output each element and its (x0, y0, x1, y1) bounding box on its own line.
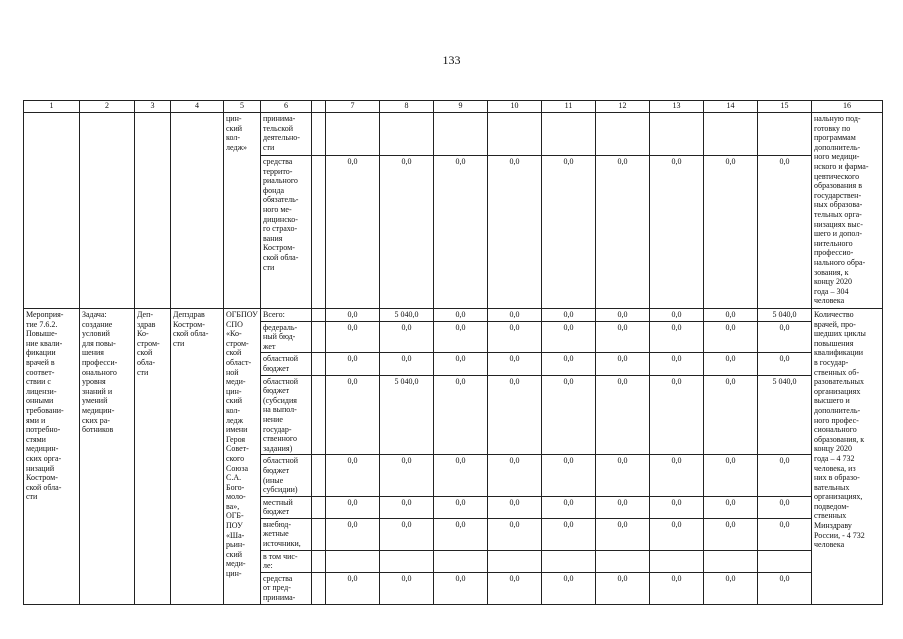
value-cell: 0,0 (488, 156, 542, 309)
value-cell: 0,0 (758, 353, 812, 375)
value-cell (488, 113, 542, 156)
value-cell: 0,0 (434, 496, 488, 518)
value-cell (380, 550, 434, 572)
header-cell: 4 (171, 101, 224, 113)
value-cell: 0,0 (650, 455, 704, 496)
value-cell (434, 550, 488, 572)
gap-cell (312, 518, 326, 550)
measure-result: Количество врачей, про- шедших циклы повышения квалификации в государ- ственных об- разовательных организациях высшего и дополнитель- ного профес- сионального образования, к концу 2020 года – 4 732 человека, из них в образо- вательных организациях, подведом- ственных Минздраву России, - 4 732 человека (812, 309, 883, 605)
cont-col3 (135, 113, 171, 309)
header-cell: 12 (596, 101, 650, 113)
value-cell: 0,0 (704, 496, 758, 518)
value-cell: 5 040,0 (380, 309, 434, 322)
value-cell: 0,0 (758, 321, 812, 353)
gap-cell (312, 572, 326, 604)
value-cell: 0,0 (434, 321, 488, 353)
value-cell: 0,0 (704, 353, 758, 375)
value-cell: 0,0 (542, 572, 596, 604)
header-cell: 14 (704, 101, 758, 113)
value-cell: 0,0 (650, 321, 704, 353)
value-cell: 0,0 (434, 156, 488, 309)
value-cell: 0,0 (650, 518, 704, 550)
value-cell: 0,0 (596, 375, 650, 455)
cont-source-label: принима- тельской деятельно- сти (261, 113, 312, 156)
value-cell: 0,0 (704, 572, 758, 604)
cont-source-label: средства террито- риального фонда обязатель- ного ме- дицинско- го страхо- вания Костром- ской обла- сти (261, 156, 312, 309)
gap-cell (312, 321, 326, 353)
budget-table (23, 100, 883, 605)
value-cell: 0,0 (326, 321, 380, 353)
table-row (24, 101, 883, 113)
source-label: местный бюджет (261, 496, 312, 518)
gap-cell (312, 455, 326, 496)
header-cell: 9 (434, 101, 488, 113)
value-cell: 0,0 (596, 518, 650, 550)
header-cell: 7 (326, 101, 380, 113)
header-cell: 11 (542, 101, 596, 113)
cont-col2 (80, 113, 135, 309)
value-cell: 0,0 (488, 375, 542, 455)
value-cell: 0,0 (488, 572, 542, 604)
value-cell (380, 113, 434, 156)
value-cell: 0,0 (434, 518, 488, 550)
value-cell: 0,0 (380, 572, 434, 604)
header-cell: 16 (812, 101, 883, 113)
value-cell: 0,0 (596, 455, 650, 496)
page-number: 133 (442, 53, 461, 67)
value-cell: 0,0 (380, 353, 434, 375)
table-row (24, 113, 883, 156)
value-cell: 0,0 (488, 309, 542, 322)
header-cell (312, 101, 326, 113)
value-cell (326, 113, 380, 156)
source-label: областной бюджет (иные субсидии) (261, 455, 312, 496)
value-cell: 0,0 (596, 309, 650, 322)
table-row (24, 309, 883, 322)
measure-coordinator: Деп- здрав Ко- стром- ской обла- сти (135, 309, 171, 605)
value-cell: 5 040,0 (758, 309, 812, 322)
value-cell (434, 113, 488, 156)
value-cell: 0,0 (650, 496, 704, 518)
value-cell: 0,0 (326, 353, 380, 375)
value-cell: 0,0 (542, 455, 596, 496)
value-cell: 0,0 (542, 518, 596, 550)
value-cell: 0,0 (704, 309, 758, 322)
value-cell: 0,0 (596, 496, 650, 518)
value-cell: 0,0 (380, 518, 434, 550)
value-cell (326, 550, 380, 572)
value-cell: 0,0 (380, 156, 434, 309)
value-cell: 0,0 (326, 309, 380, 322)
header-cell: 10 (488, 101, 542, 113)
value-cell (758, 113, 812, 156)
value-cell: 0,0 (542, 309, 596, 322)
measure-executor: Депздрав Костром- ской обла- сти (171, 309, 224, 605)
value-cell: 0,0 (488, 353, 542, 375)
value-cell (650, 113, 704, 156)
value-cell: 0,0 (704, 375, 758, 455)
value-cell: 0,0 (704, 455, 758, 496)
cont-col1 (24, 113, 80, 309)
header-cell: 2 (80, 101, 135, 113)
measure-participants: ОГБПОУ СПО «Ко- стром- ской област- ной меди- цин- ский кол- ледж имени Героя Совет- ского Союза С.А. Бого- моло- ва», ОГБ- ПОУ «Ша- рьин- ский меди- цин- (224, 309, 261, 605)
gap-cell (312, 550, 326, 572)
value-cell: 0,0 (542, 156, 596, 309)
value-cell: 0,0 (542, 321, 596, 353)
source-label: федераль- ный бюд- жет (261, 321, 312, 353)
value-cell: 0,0 (434, 309, 488, 322)
source-label: средства от пред- принима- (261, 572, 312, 604)
value-cell: 0,0 (704, 321, 758, 353)
header-cell: 13 (650, 101, 704, 113)
value-cell: 0,0 (596, 353, 650, 375)
value-cell: 0,0 (758, 455, 812, 496)
value-cell: 0,0 (542, 496, 596, 518)
value-cell: 5 040,0 (380, 375, 434, 455)
header-cell: 5 (224, 101, 261, 113)
header-cell: 15 (758, 101, 812, 113)
value-cell: 0,0 (650, 309, 704, 322)
header-cell: 6 (261, 101, 312, 113)
value-cell: 0,0 (488, 321, 542, 353)
value-cell: 0,0 (380, 321, 434, 353)
value-cell: 0,0 (650, 375, 704, 455)
value-cell: 0,0 (326, 455, 380, 496)
value-cell: 0,0 (326, 156, 380, 309)
value-cell: 0,0 (488, 518, 542, 550)
source-label: внебюд- жетные источники, (261, 518, 312, 550)
value-cell: 0,0 (542, 353, 596, 375)
value-cell: 0,0 (380, 496, 434, 518)
value-cell (758, 550, 812, 572)
value-cell (596, 550, 650, 572)
value-cell: 0,0 (596, 572, 650, 604)
value-cell: 0,0 (704, 518, 758, 550)
value-cell: 0,0 (326, 496, 380, 518)
value-cell: 0,0 (434, 375, 488, 455)
value-cell: 0,0 (434, 455, 488, 496)
cont-col5: цин- ский кол- ледж» (224, 113, 261, 309)
value-cell: 0,0 (542, 375, 596, 455)
value-cell (542, 550, 596, 572)
source-label: в том чис- ле: (261, 550, 312, 572)
gap-cell (312, 309, 326, 322)
measure-task: Задача: создание условий для повы- шения професси- онального уровня знаний и умений медицин- ских ра- ботников (80, 309, 135, 605)
header-cell: 3 (135, 101, 171, 113)
value-cell: 0,0 (326, 518, 380, 550)
source-label: Всего: (261, 309, 312, 322)
value-cell: 0,0 (434, 572, 488, 604)
gap-cell (312, 353, 326, 375)
value-cell: 0,0 (650, 353, 704, 375)
value-cell: 0,0 (758, 156, 812, 309)
value-cell: 0,0 (326, 375, 380, 455)
value-cell: 0,0 (596, 156, 650, 309)
value-cell: 0,0 (326, 572, 380, 604)
value-cell: 5 040,0 (758, 375, 812, 455)
value-cell: 0,0 (488, 455, 542, 496)
table-body (24, 101, 883, 605)
value-cell (488, 550, 542, 572)
cont-col4 (171, 113, 224, 309)
value-cell (312, 113, 326, 156)
value-cell: 0,0 (488, 496, 542, 518)
value-cell (596, 113, 650, 156)
gap-cell (312, 496, 326, 518)
measure-title: Мероприя- тие 7.6.2. Повыше- ние квали- фикации врачей в соответ- ствии с лицензи- онными требовани- ями и потребно- стями медицин- ских орга- низаций Костром- ской обла- сти (24, 309, 80, 605)
value-cell: 0,0 (596, 321, 650, 353)
source-label: областной бюджет (субсидия на выпол- нение государ- ственного задания) (261, 375, 312, 455)
value-cell: 0,0 (650, 156, 704, 309)
value-cell: 0,0 (704, 156, 758, 309)
cont-col16: нальную под- готовку по программам дополнитель- ного медици- нского и фарма- цевтического образования в государствен- ных образова- тельных орга- низациях выс- шего и допол- нительного профессио- нального обра- зования, к концу 2020 года – 304 человека (812, 113, 883, 309)
gap-cell (312, 156, 326, 309)
value-cell (650, 550, 704, 572)
header-cell: 8 (380, 101, 434, 113)
value-cell: 0,0 (650, 572, 704, 604)
source-label: областной бюджет (261, 353, 312, 375)
value-cell: 0,0 (758, 496, 812, 518)
value-cell (704, 113, 758, 156)
gap-cell (312, 375, 326, 455)
value-cell: 0,0 (758, 518, 812, 550)
value-cell (542, 113, 596, 156)
value-cell: 0,0 (434, 353, 488, 375)
header-cell: 1 (24, 101, 80, 113)
value-cell: 0,0 (758, 572, 812, 604)
value-cell: 0,0 (380, 455, 434, 496)
value-cell (704, 550, 758, 572)
